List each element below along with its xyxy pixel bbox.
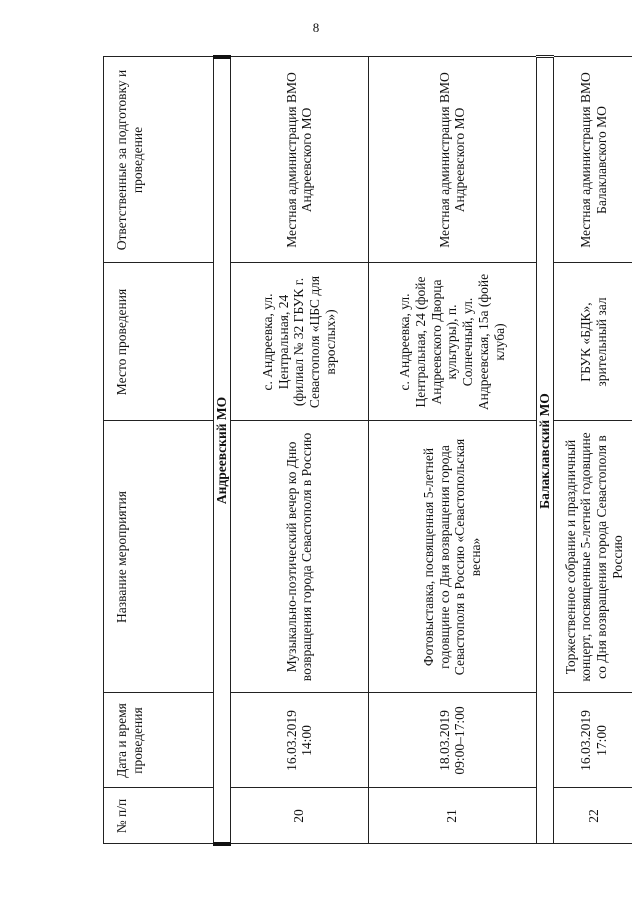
header-responsible: Ответственные за подготовку и проведение (104, 57, 214, 263)
header-place: Место проведения (104, 263, 214, 421)
row-place: с. Андреевка, ул. Центральная, 24 (филиал № 32 ГБУК г. Севастополя «ЦБС для взрослых») (230, 263, 368, 421)
table-row (368, 57, 536, 844)
header-date: Дата и время проведения (104, 693, 214, 788)
page-number: 8 (312, 20, 320, 35)
section-title: Андреевский МО (214, 57, 231, 844)
table-header-row (104, 57, 214, 844)
row-num: 20 (230, 788, 368, 844)
row-place: ГБУК «БДК», зрительный зал (553, 263, 632, 421)
row-date: 16.03.2019 17:00 (553, 693, 632, 788)
header-name: Название мероприятия (104, 421, 214, 693)
section-title: Балаклавский МО (536, 57, 553, 844)
row-place: с. Андреевка, ул. Центральная, 24 (фойе Андреевского Дворца культуры), п. Солнечный, ул. Андреевская, 15а (фойе клуба) (368, 263, 536, 421)
table-row (553, 57, 632, 844)
rotated-table-container (103, 59, 626, 846)
row-name: Торжественное собрание и праздничный концерт, посвященные 5-летней годовщине со Дня возвращения города Севастополя в Россию (553, 421, 632, 693)
row-responsible: Местная администрация ВМО Андреевского МО (368, 57, 536, 263)
row-responsible: Местная администрация ВМО Андреевского МО (230, 57, 368, 263)
section-row (536, 57, 553, 844)
row-name: Фотовыставка, посвященная 5-летней годовщине со Дня возвращения города Севастополя в Россию «Севастопольская весна» (368, 421, 536, 693)
row-name: Музыкально-поэтический вечер ко Дню возвращения города Севастополя в Россию (230, 421, 368, 693)
table-row (230, 57, 368, 844)
row-num: 21 (368, 788, 536, 844)
header-num: № п/п (104, 788, 214, 844)
row-num: 22 (553, 788, 632, 844)
row-date: 18.03.2019 09:00–17:00 (368, 693, 536, 788)
section-row (214, 57, 231, 844)
row-responsible: Местная администрация ВМО Балаклавского МО (553, 57, 632, 263)
row-date: 16.03.2019 14:00 (230, 693, 368, 788)
events-table (103, 55, 632, 846)
